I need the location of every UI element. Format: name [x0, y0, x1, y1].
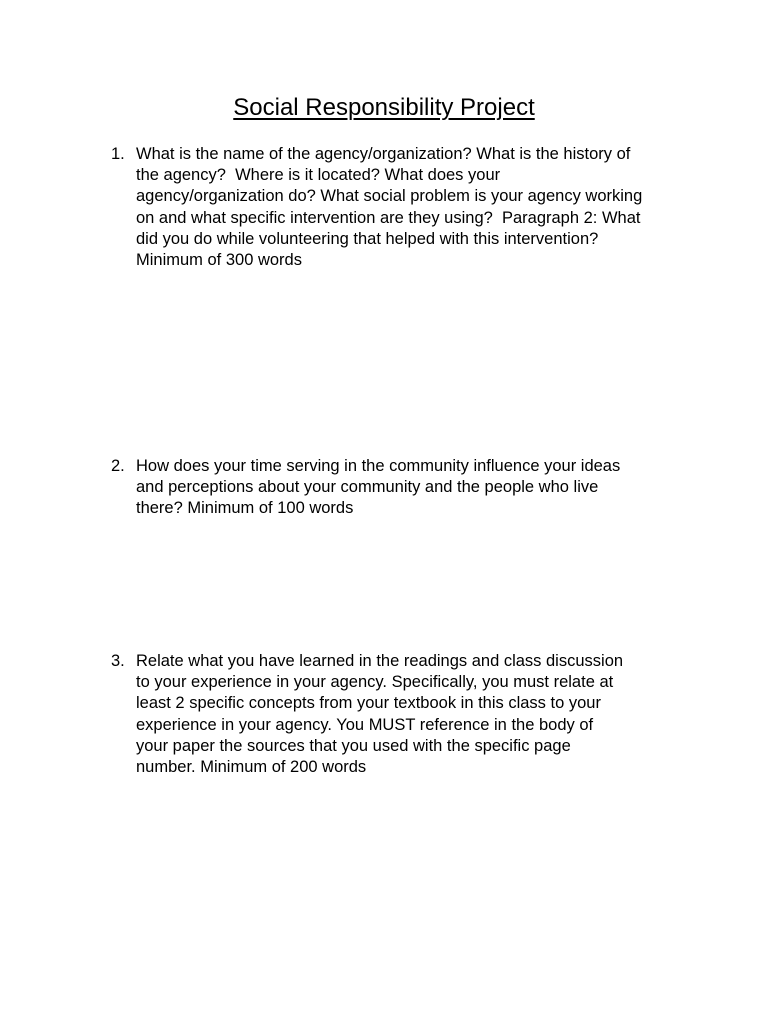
question-number: 1. [111, 145, 125, 163]
question-line: experience in your agency. You MUST reference in the body of [136, 715, 594, 734]
question-text [136, 651, 691, 778]
question-line: Relate what you have learned in the readings and class discussion [136, 652, 624, 670]
question-line: agency/organization do? What social problem is your agency working [136, 187, 643, 206]
question-line: least 2 specific concepts from your textbook in this class to your [136, 694, 601, 713]
question-line: Minimum of 300 words [136, 251, 302, 270]
question-line: number. Minimum of 200 words [136, 758, 367, 777]
question-text [136, 144, 691, 271]
document-title: Social Responsibility Project [233, 94, 535, 121]
question-line: What is the name of the agency/organization? What is the history of [136, 145, 631, 163]
question-line: there? Minimum of 100 words [136, 499, 354, 518]
question-line: and perceptions about your community and the people who live [136, 478, 599, 497]
question-line: How does your time serving in the community influence your ideas [136, 457, 621, 475]
question-text [136, 456, 691, 520]
question-number: 2. [111, 457, 125, 475]
question-line: did you do while volunteering that helped with this intervention? [136, 229, 599, 248]
question-line: the agency? Where is it located? What does your [136, 166, 501, 185]
question-number: 3. [111, 652, 125, 670]
question-line: on and what specific intervention are they using? Paragraph 2: What [136, 208, 641, 227]
question-line: to your experience in your agency. Specifically, you must relate at [136, 673, 614, 692]
question-line: your paper the sources that you used with the specific page [136, 736, 571, 755]
